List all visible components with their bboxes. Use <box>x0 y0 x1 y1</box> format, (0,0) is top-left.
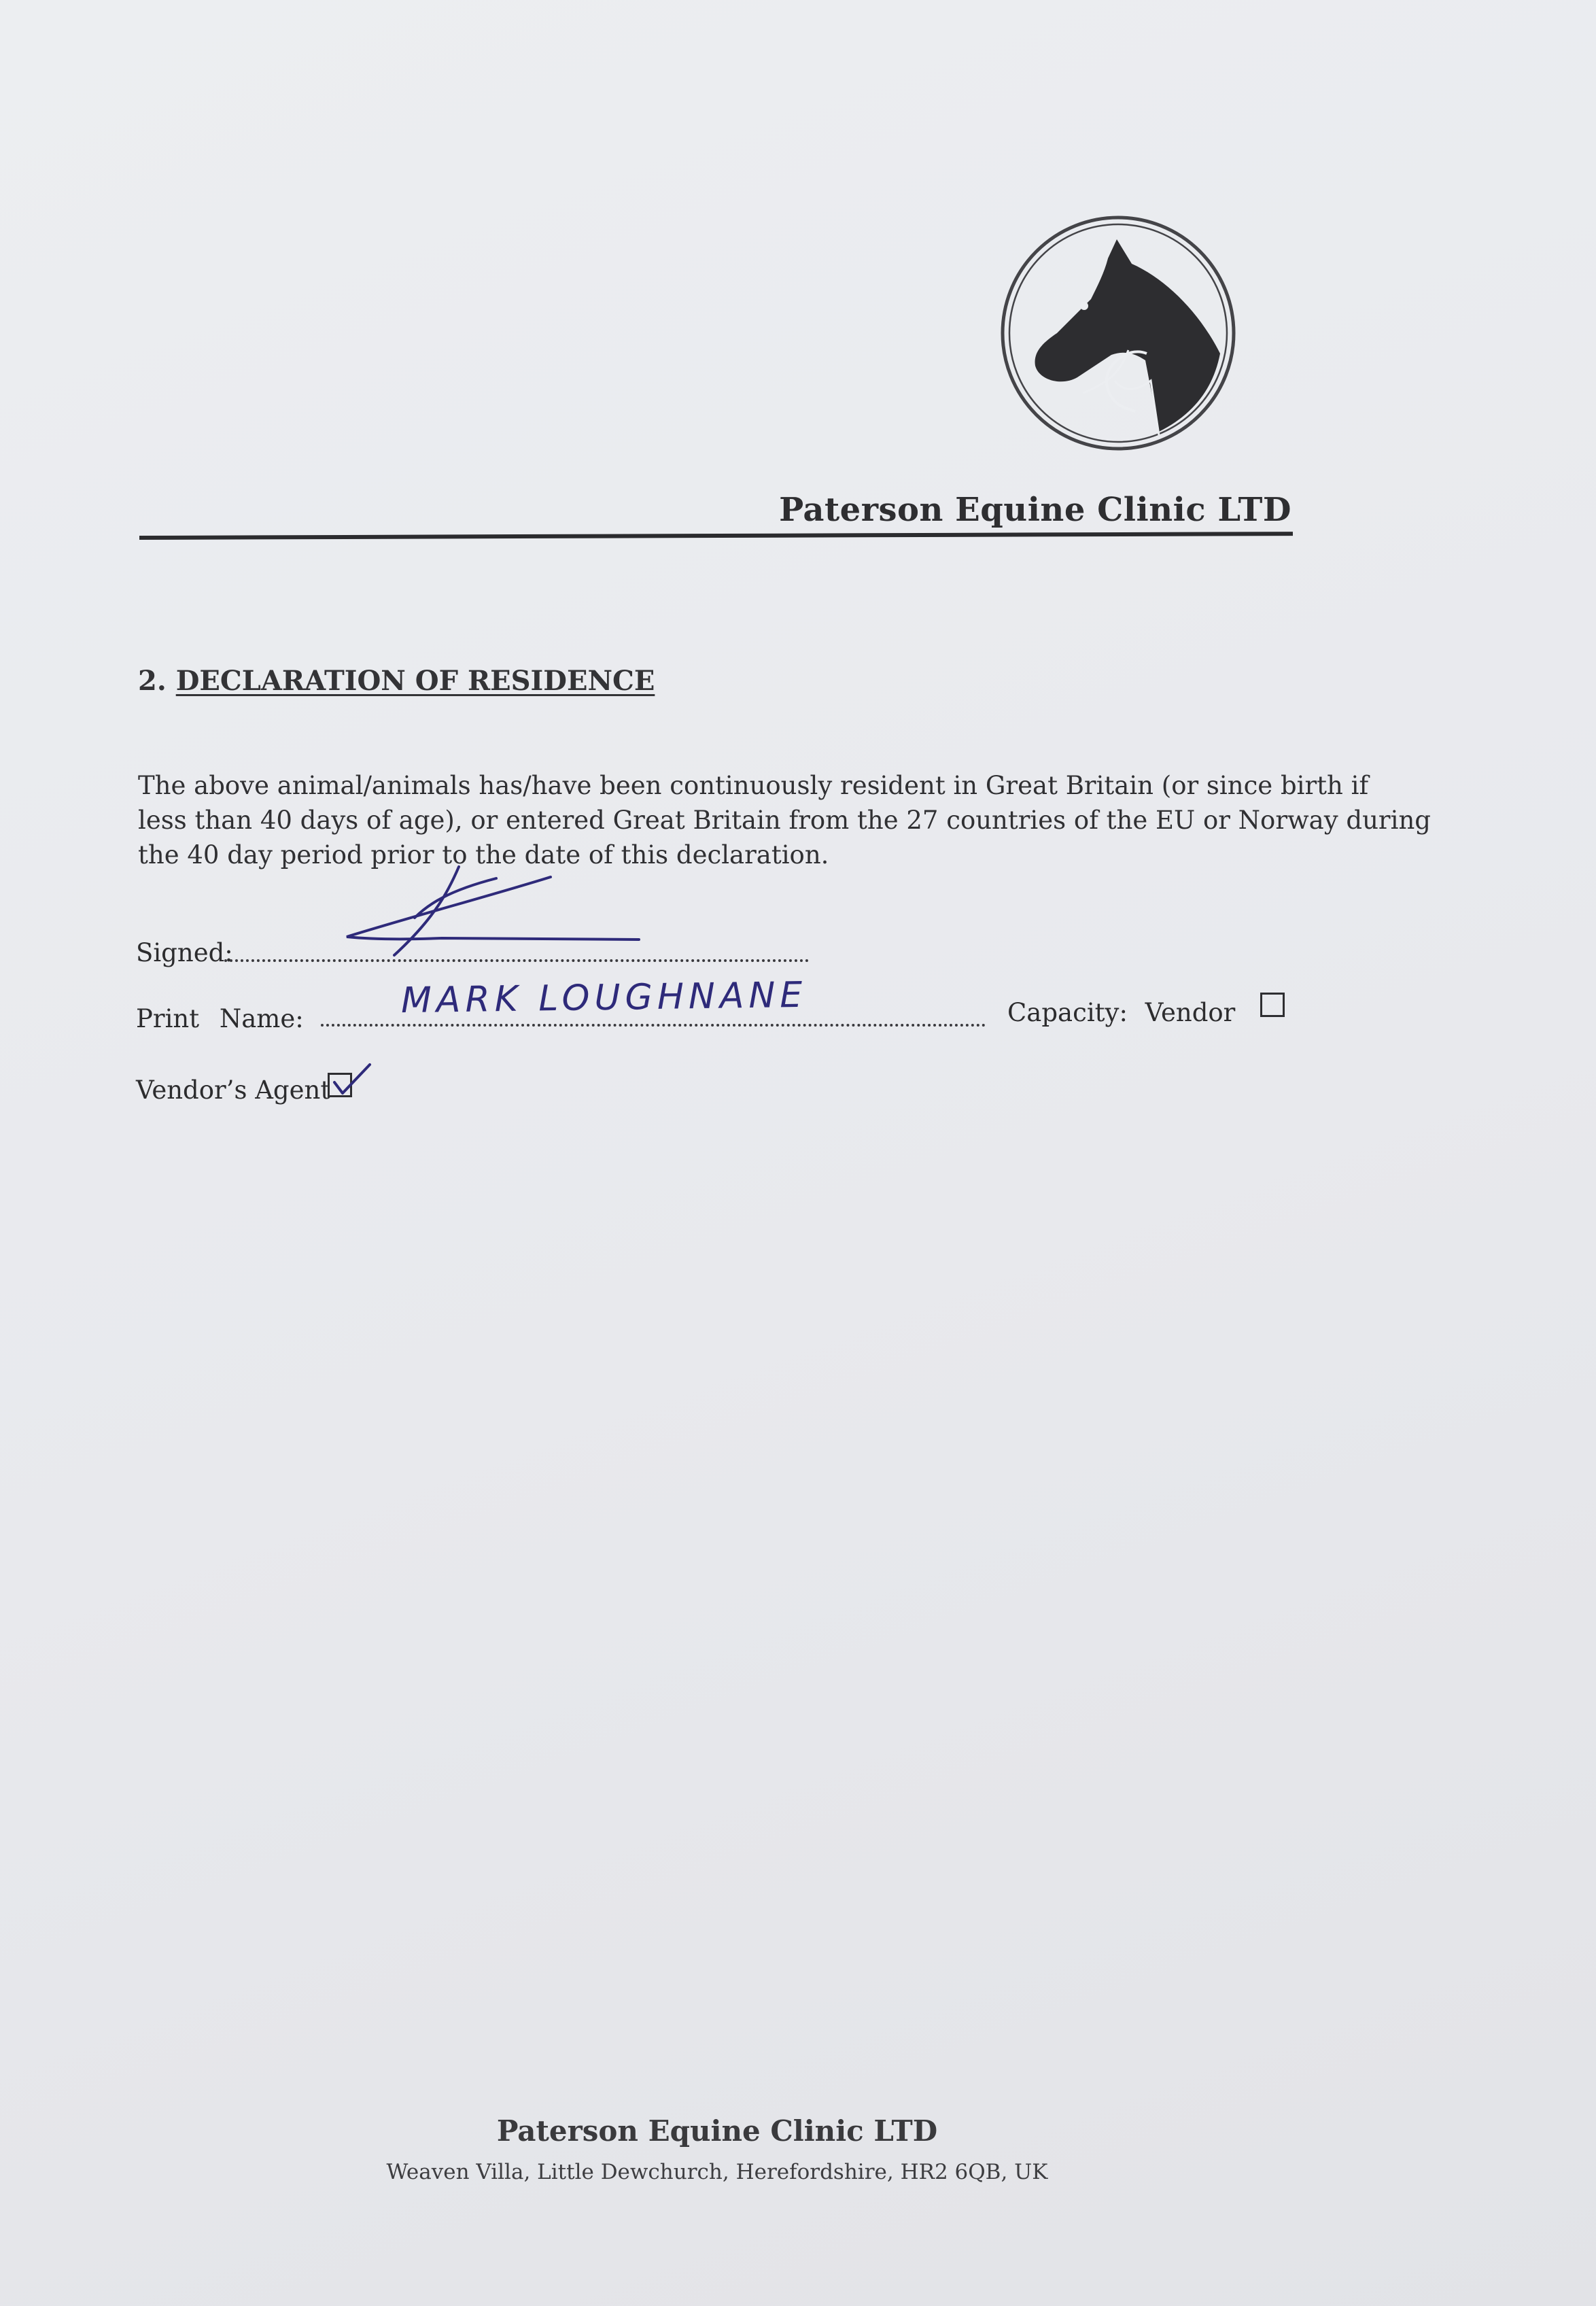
footer-address: Weaven Villa, Little Dewchurch, Herefordshire, HR2 6QB, UK <box>386 2160 1048 2184</box>
header-clinic-name: Paterson Equine Clinic LTD <box>779 491 1291 529</box>
signed-label: Signed: <box>136 938 233 967</box>
declaration-paragraph <box>138 768 1431 872</box>
capacity-vendor-label: Capacity: Vendor <box>1007 998 1236 1027</box>
signature-line[interactable] <box>224 959 809 962</box>
footer-clinic-name: Paterson Equine Clinic LTD <box>496 2114 938 2148</box>
checkmark-icon <box>329 1062 372 1100</box>
print-name-line[interactable] <box>321 1024 986 1027</box>
section-title: DECLARATION OF RESIDENCE <box>175 665 655 697</box>
section-number: 2. <box>138 665 167 697</box>
paragraph-line: less than 40 days of age), or entered Great Britain from the 27 countries of the EU or Norway during <box>138 806 1431 835</box>
paragraph-line: The above animal/animals has/have been continuously resident in Great Britain (or since birth if <box>138 771 1369 800</box>
print-name-label: Print Name: <box>136 1004 304 1033</box>
vendor-checkbox[interactable] <box>1260 993 1285 1017</box>
horse-head-logo-icon <box>996 211 1241 455</box>
vendors-agent-label: Vendor’s Agent <box>136 1075 331 1105</box>
paragraph-line: the 40 day period prior to the date of this declaration. <box>138 840 829 870</box>
print-name-value: MARK LOUGHNANE <box>400 974 808 1022</box>
section-heading <box>138 665 655 697</box>
header-divider <box>139 532 1293 540</box>
handwritten-signature-icon <box>333 863 653 959</box>
